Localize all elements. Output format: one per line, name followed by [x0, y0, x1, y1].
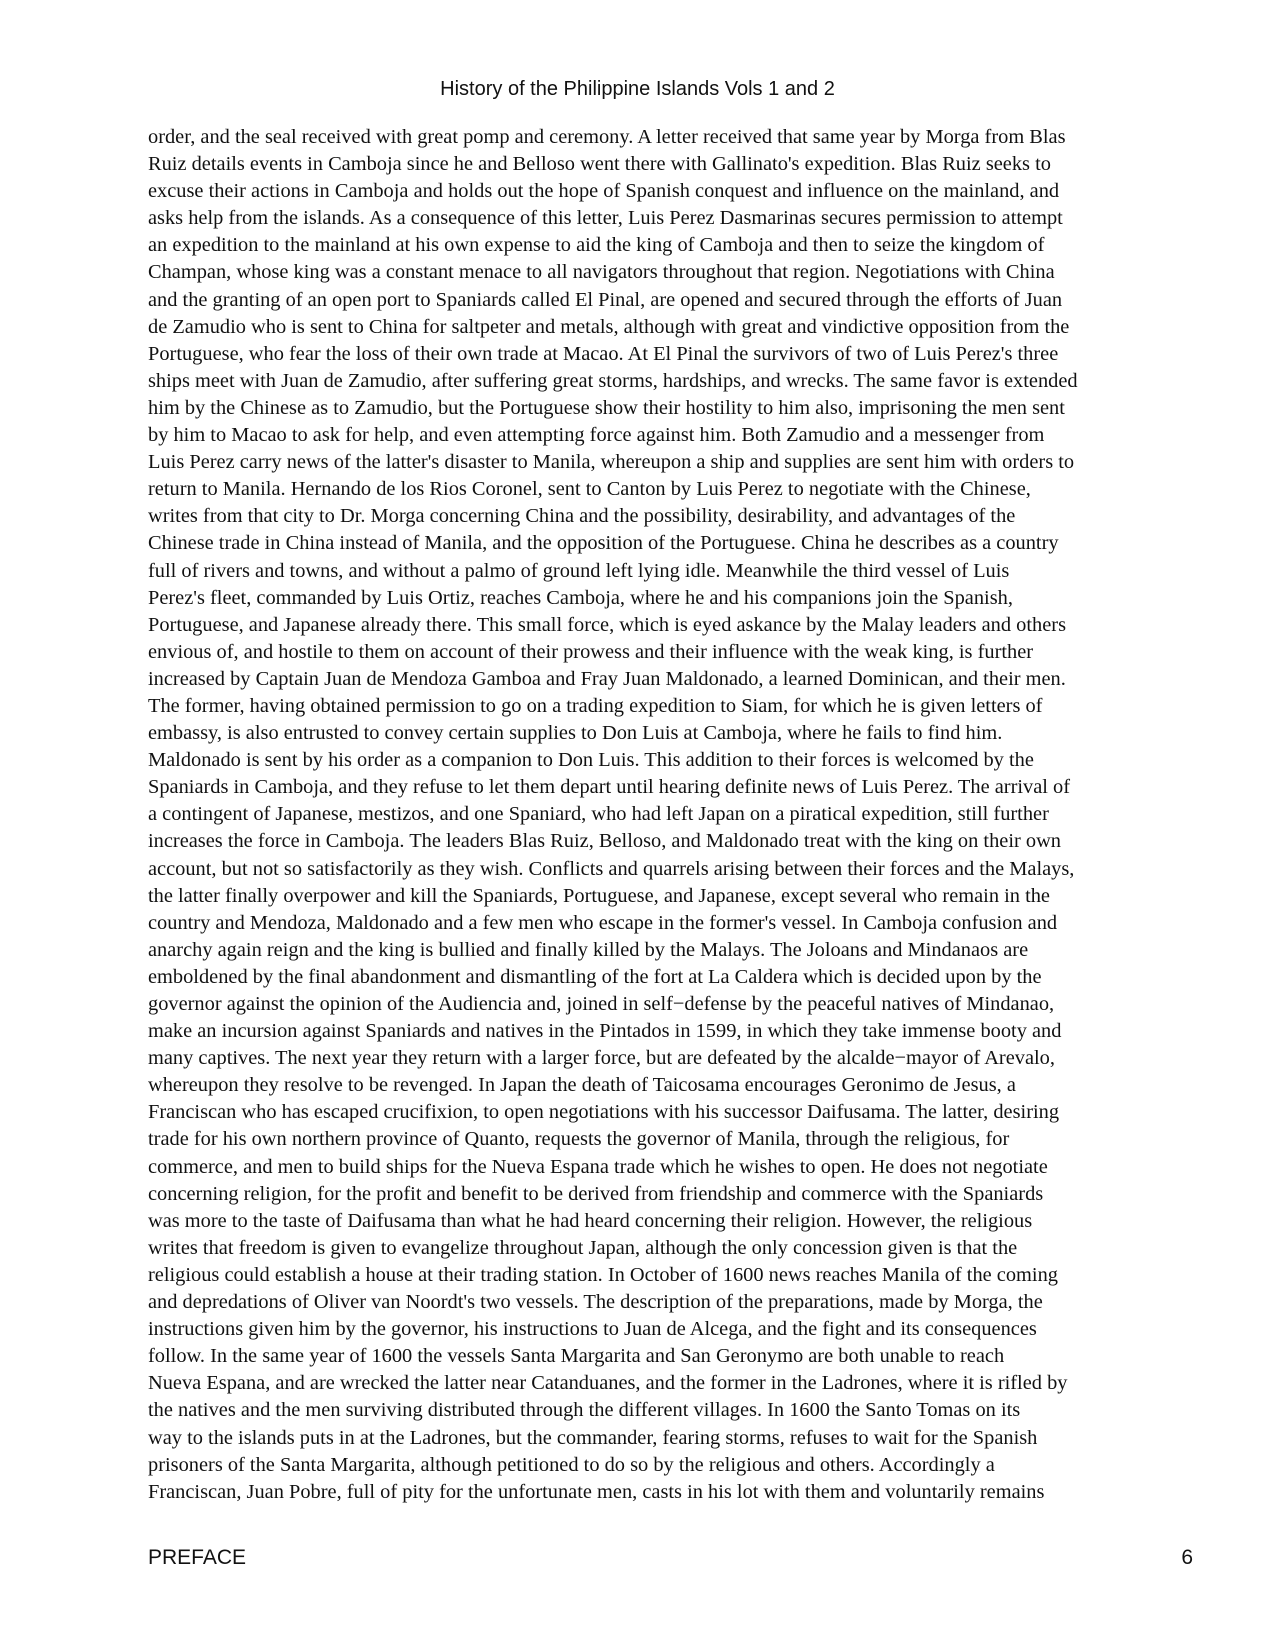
text-line: embassy, is also entrusted to convey certain supplies to Don Luis at Camboja, where he fails to find him.	[148, 722, 1003, 745]
text-line: Chinese trade in China instead of Manila, and the opposition of the Portuguese. China he describes as a country	[148, 532, 1059, 555]
text-line: by him to Macao to ask for help, and even attempting force against him. Both Zamudio and a messenger from	[148, 424, 1045, 447]
text-line: asks help from the islands. As a consequence of this letter, Luis Perez Dasmarinas secures permission to attempt	[148, 207, 1063, 230]
text-line: concerning religion, for the profit and benefit to be derived from friendship and commerce with the Spaniards	[148, 1182, 1044, 1205]
text-line: full of rivers and towns, and without a palmo of ground left lying idle. Meanwhile the third vessel of Luis	[148, 559, 1010, 582]
text-line: Spaniards in Camboja, and they refuse to let them depart until hearing definite news of Luis Perez. The arrival of	[148, 776, 1071, 799]
text-line: account, but not so satisfactorily as they wish. Conflicts and quarrels arising between their forces and the Malays,	[148, 857, 1075, 880]
text-line: Portuguese, and Japanese already there. This small force, which is eyed askance by the Malay leaders and others	[148, 613, 1067, 636]
text-line: return to Manila. Hernando de los Rios Coronel, sent to Canton by Luis Perez to negotiate with the Chinese,	[148, 478, 1031, 501]
text-line: governor against the opinion of the Audiencia and, joined in self−defense by the peaceful natives of Mindanao,	[148, 993, 1055, 1015]
body-paragraph	[148, 124, 1193, 1506]
text-line: Luis Perez carry news of the latter's disaster to Manila, whereupon a ship and supplies are sent him with orders to	[148, 451, 1075, 474]
text-line: was more to the taste of Daifusama than what he had heard concerning their religion. However, the religious	[148, 1209, 1033, 1232]
text-line: an expedition to the mainland at his own expense to aid the king of Camboja and then to seize the kingdom of	[148, 234, 1045, 257]
text-line: emboldened by the final abandonment and dismantling of the fort at La Caldera which is decided upon by the	[148, 965, 1042, 988]
text-line: way to the islands puts in at the Ladrones, but the commander, fearing storms, refuses to wait for the Spanish	[148, 1426, 1038, 1449]
text-line: make an incursion against Spaniards and natives in the Pintados in 1599, in which they take immense booty and	[148, 1020, 1062, 1043]
text-line: Perez's fleet, commanded by Luis Ortiz, reaches Camboja, where he and his companions join the Spanish,	[148, 586, 1013, 609]
text-line: Ruiz details events in Camboja since he and Belloso went there with Gallinato's expedition. Blas Ruiz seeks to	[148, 153, 1051, 176]
text-line: Nueva Espana, and are wrecked the latter near Catanduanes, and the former in the Ladrones, where it is rifled by	[148, 1372, 1068, 1395]
text-line: instructions given him by the governor, his instructions to Juan de Alcega, and the fight and its consequences	[148, 1318, 1037, 1341]
text-line: writes that freedom is given to evangelize throughout Japan, although the only concession given is that the	[148, 1236, 1018, 1259]
text-line: follow. In the same year of 1600 the vessels Santa Margarita and San Geronymo are both unable to reach	[148, 1345, 1005, 1368]
text-line: prisoners of the Santa Margarita, although petitioned to do so by the religious and others. Accordingly a	[148, 1453, 995, 1476]
text-line: Portuguese, who fear the loss of their own trade at Macao. At El Pinal the survivors of two of Luis Perez's three	[148, 342, 1059, 365]
text-line: anarchy again reign and the king is bullied and finally killed by the Malays. The Joloans and Mindanaos are	[148, 938, 1029, 961]
text-line: order, and the seal received with great pomp and ceremony. A letter received that same year by Morga from Blas	[148, 126, 1066, 148]
text-line: religious could establish a house at their trading station. In October of 1600 news reaches Manila of the coming	[148, 1263, 1058, 1286]
text-line: Champan, whose king was a constant menace to all navigators throughout that region. Negotiations with China	[148, 261, 1055, 284]
text-line: country and Mendoza, Maldonado and a few men who escape in the former's vessel. In Camboja confusion and	[148, 911, 1058, 934]
text-line: envious of, and hostile to them on account of their prowess and their influence with the weak king, is further	[148, 640, 1034, 663]
text-line: commerce, and men to build ships for the Nueva Espana trade which he wishes to open. He does not negotiate	[148, 1155, 1048, 1178]
running-header-title: History of the Philippine Islands Vols 1 and 2	[440, 78, 835, 100]
text-line: and the granting of an open port to Spaniards called El Pinal, are opened and secured through the efforts of Juan	[148, 288, 1063, 311]
text-line: the latter finally overpower and kill the Spaniards, Portuguese, and Japanese, except several who remain in the	[148, 884, 1050, 907]
text-line: de Zamudio who is sent to China for saltpeter and metals, although with great and vindictive opposition from the	[148, 315, 1070, 338]
text-line: writes from that city to Dr. Morga concerning China and the possibility, desirability, and advantages of the	[148, 505, 1016, 528]
text-line: him by the Chinese as to Zamudio, but the Portuguese show their hostility to him also, imprisoning the men sent	[148, 396, 1065, 419]
text-line: Franciscan who has escaped crucifixion, to open negotiations with his successor Daifusama. The latter, desiring	[148, 1101, 1060, 1124]
page-footer	[148, 1546, 1193, 1576]
text-line: increased by Captain Juan de Mendoza Gamboa and Fray Juan Maldonado, a learned Dominican, and their men.	[148, 667, 1066, 690]
text-line: ships meet with Juan de Zamudio, after suffering great storms, hardships, and wrecks. The same favor is extended	[148, 369, 1078, 392]
text-line: increases the force in Camboja. The leaders Blas Ruiz, Belloso, and Maldonado treat with the king on their own	[148, 830, 1061, 853]
footer-section-label: PREFACE	[148, 1546, 247, 1569]
text-line: excuse their actions in Camboja and holds out the hope of Spanish conquest and influence on the mainland, and	[148, 180, 1060, 203]
text-line: many captives. The next year they return with a larger force, but are defeated by the alcalde−mayor of Arevalo,	[148, 1047, 1055, 1070]
text-line: The former, having obtained permission to go on a trading expedition to Siam, for which he is given letters of	[148, 694, 1043, 717]
text-line: a contingent of Japanese, mestizos, and one Spaniard, who had left Japan on a piratical expedition, still further	[148, 803, 1049, 826]
text-line: trade for his own northern province of Quanto, requests the governor of Manila, through the religious, for	[148, 1128, 1010, 1151]
text-line: Franciscan, Juan Pobre, full of pity for the unfortunate men, casts in his lot with them and voluntarily remains	[148, 1480, 1045, 1503]
text-line: the natives and the men surviving distributed through the different villages. In 1600 the Santo Tomas on its	[148, 1399, 1021, 1422]
text-line: Maldonado is sent by his order as a companion to Don Luis. This addition to their forces is welcomed by the	[148, 749, 1034, 772]
text-line: and depredations of Oliver van Noordt's two vessels. The description of the preparations, made by Morga, the	[148, 1291, 1043, 1314]
text-line: whereupon they resolve to be revenged. In Japan the death of Taicosama encourages Geronimo de Jesus, a	[148, 1074, 1016, 1097]
footer-page-number: 6	[1181, 1546, 1193, 1569]
